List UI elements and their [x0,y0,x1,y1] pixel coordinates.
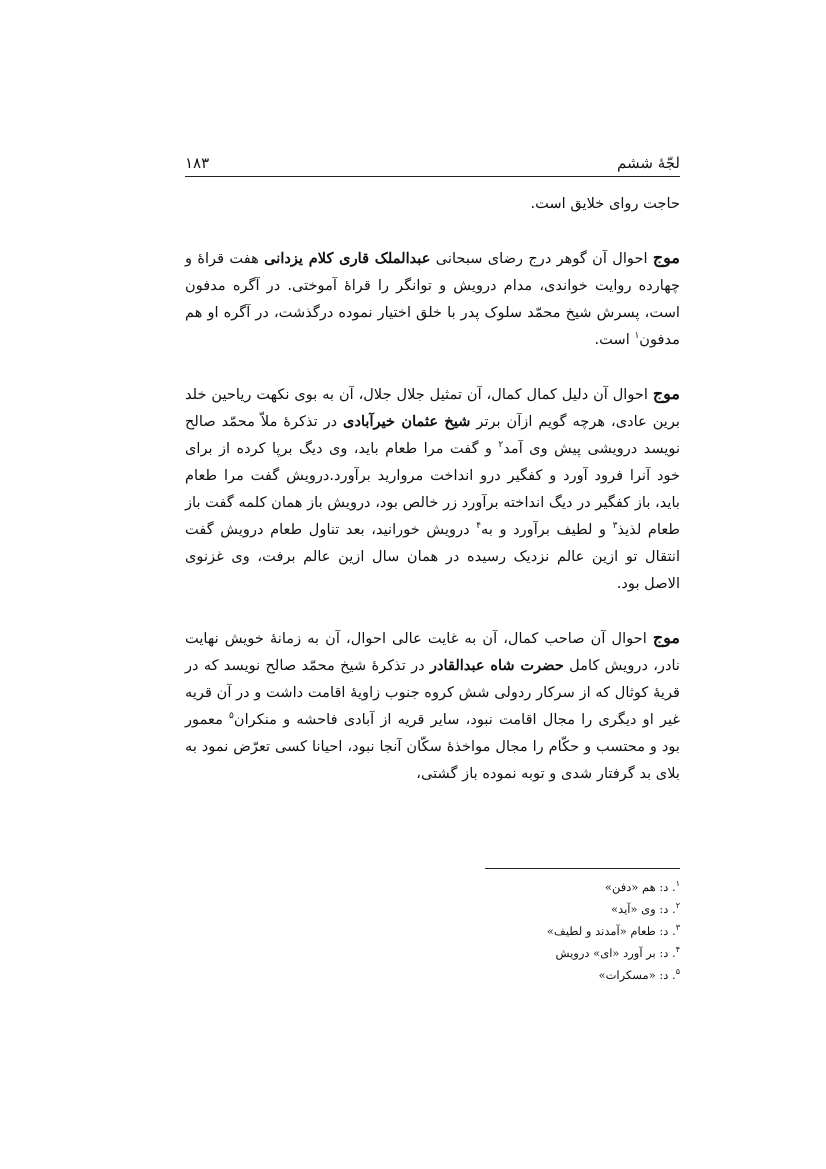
person-name: شیخ عثمان خیرآبادی [343,413,471,430]
wave-keyword: موج [652,628,680,647]
text-segment: و لطیف برآورد و به [481,521,613,538]
footnote-item [430,942,680,964]
text-segment: در تذکرۀ شیخ محمّد صالح نویسد که در قریۀ کوثال که از سرکار ردولی شش کروه جنوب زاویۀ اقامت داشت و در آن قریه غیر او دیگری را مجال اقامت نبود، سایر قریه از آبادی فاحشه و منکران [185,657,680,728]
footnote-text: . د: طعام «آمدند و لطیف» [546,924,676,938]
footnote-divider [485,868,680,869]
footnote-number: ۲ [675,901,680,911]
chapter-title: لجّهٔ ششم [617,154,680,172]
text-segment: احوال آن دلیل کمال کمال، آن تمثیل جلال جلال، آن به بوی نکهت ریاحین خلد برین عادی، هرچه گویم ازآن برتر [185,386,680,430]
text-segment: احوال آن گوهر درج رضای سبحانی [430,250,653,267]
footnote-number: ۱ [675,879,680,889]
running-header [185,150,680,177]
main-text [185,190,680,787]
text-segment: هفت قراۀ و چهارده روایت خواندی، مدام درویش و توانگر را قراۀ آموختی. در آگره مدفون است، پسرش شیخ محمّد سلوک پدر با خلق اختیار نموده درگذشت، در آگره او هم مدفون [185,250,680,348]
paragraph-intro: حاجت روای خلایق است. [530,195,680,212]
text-segment: و گفت مرا طعام باید، وی دیگ برپا کرده از برای خود آنرا فرود آورد و کفگیر درو انداخت مروارید برآورد.درویش گفت مرا طعام باید، باز کفگیر در دیگ انداخته برآورد زر خالص بود، درویش باز همان کلمه گفت باز طعام لذیذ [184,440,680,538]
footnote-ref[interactable]: ۴ [476,521,482,532]
person-name: حضرت شاه عبدالقادر [429,657,564,674]
footnote-text: . د: هم «دفن» [604,880,676,894]
footnote-text: . د: بر آورد «ای» درویش [555,946,676,960]
paragraph-2 [185,380,680,597]
footnote-item [430,898,680,920]
person-name: عبدالملک قاری کلام یزدانی [264,250,431,267]
text-segment: احوال آن صاحب کمال، آن به غایت عالی احوال، آن به زمانۀ خویش نهایت نادر، درویش کامل [185,630,680,674]
text-segment: است. [594,331,635,348]
footnote-ref[interactable]: ۳ [612,521,618,532]
footnotes [430,876,680,986]
text-segment: درویش خورانید، بعد تناول طعام درویش گفت انتقال تو ازین عالم نزدیک رسیده در همان سال ازین عالم برفت، وی غزنوی الاصل بود. [185,521,680,592]
footnote-number: ۴ [675,945,680,955]
text-segment: معمور بود و محتسب و حکّام را مجال مواخذۀ سکّان آنجا نبود، احیانا کسی تعرّض نمود به بلای بد گرفتار شدی و توبه نموده باز گشتی، [185,711,680,782]
text-segment: در تذکرۀ ملاّ محمّد صالح نویسد درویشی پیش وی آمد [185,413,681,457]
footnote-ref[interactable]: ۱ [634,331,640,342]
footnote-number: ۵ [675,967,680,977]
footnote-ref[interactable]: ۲ [498,440,504,451]
footnote-text: . د: «مسکرات» [598,968,676,982]
wave-keyword: موج [652,384,680,403]
footnote-ref[interactable]: ۵ [229,711,234,722]
footnote-item [430,964,680,986]
paragraph-1 [185,244,680,353]
footnote-item [430,920,680,942]
wave-keyword: موج [652,248,680,267]
page-number: ۱۸۳ [185,154,210,172]
footnote-number: ۳ [675,923,680,933]
footnote-text: . د: وی «آید» [611,902,676,916]
footnote-item [430,876,680,898]
paragraph-3 [185,624,680,787]
